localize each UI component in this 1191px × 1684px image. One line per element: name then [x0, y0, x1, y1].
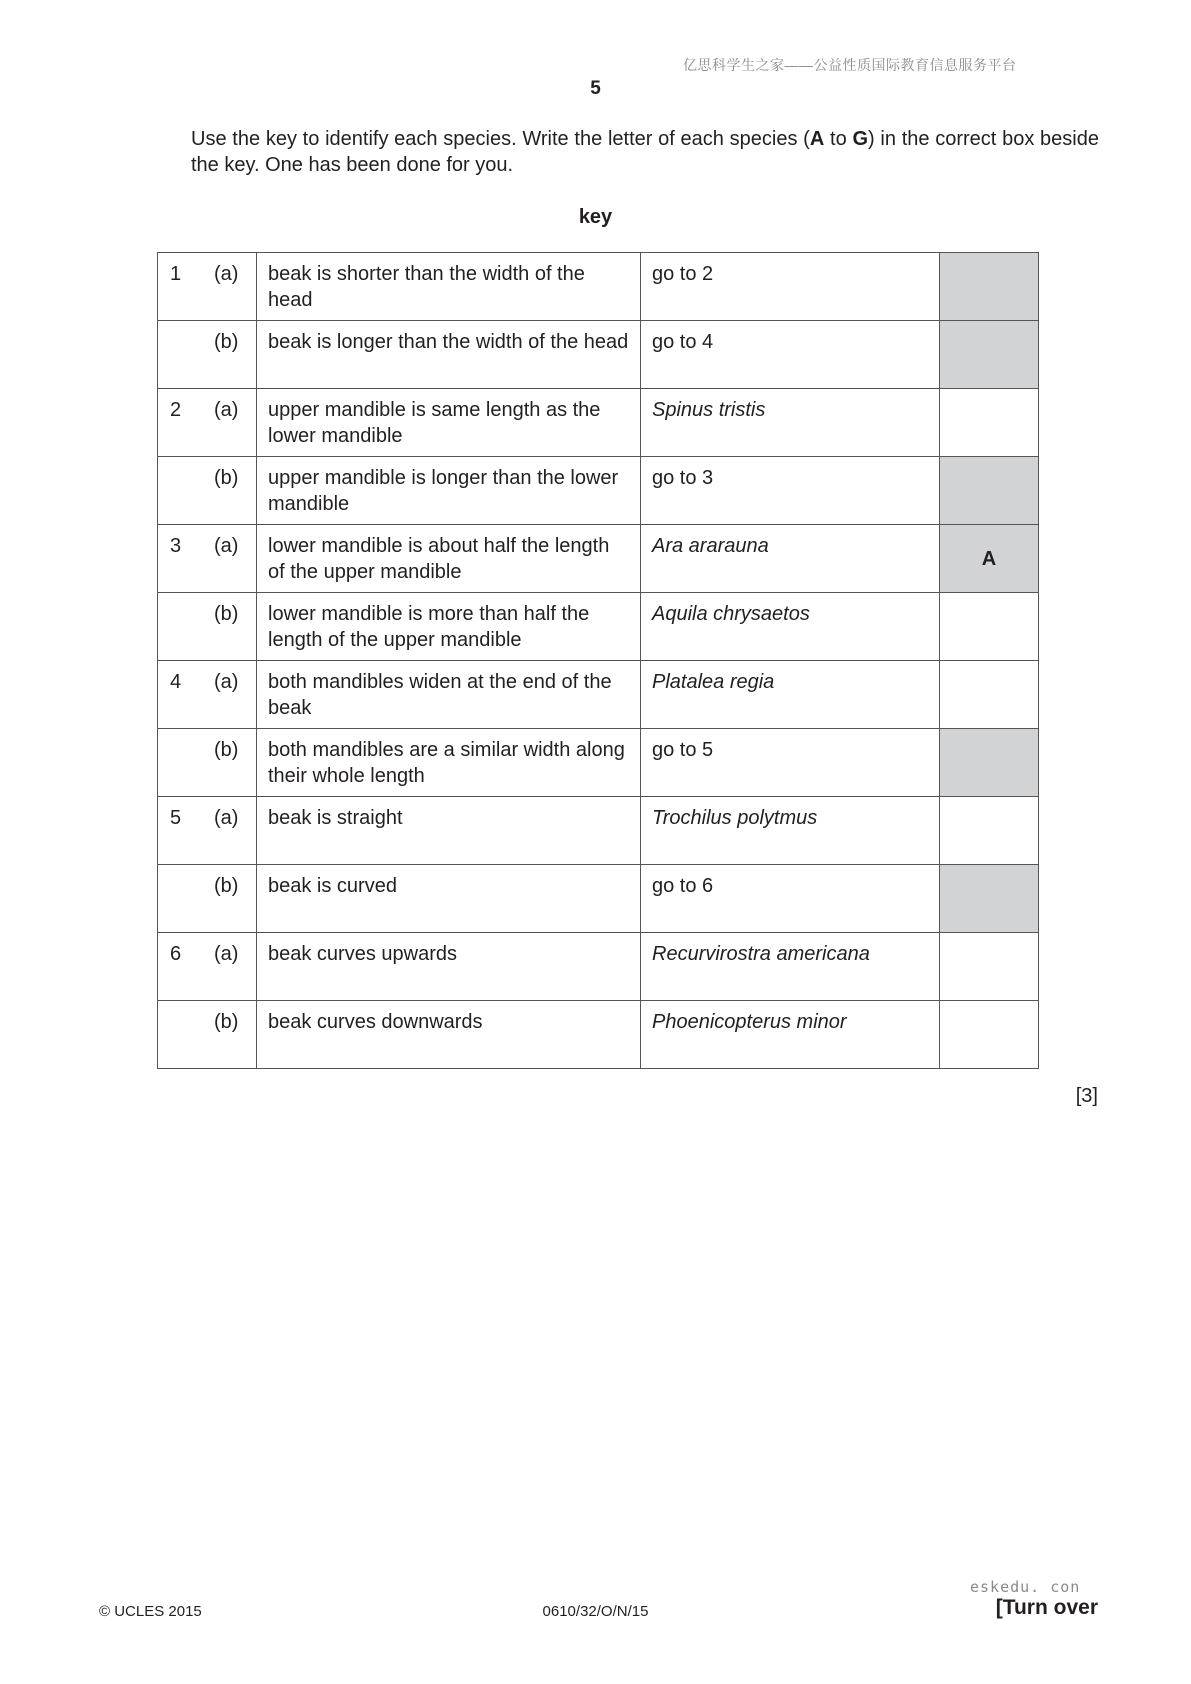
key-row — [158, 253, 1039, 321]
key-step-number: 1 — [170, 263, 182, 285]
key-step-part: (b) — [214, 331, 239, 353]
instruction-part3: ) in the correct box beside the key. One has been done for you. — [191, 128, 1099, 176]
instruction-part1: Use the key to identify each species. Write the letter of each species ( — [191, 128, 810, 150]
key-go-to: go to 5 — [641, 729, 940, 797]
key-step-part: (a) — [214, 263, 239, 285]
key-step-cell — [158, 389, 257, 457]
answer-box-shaded — [940, 729, 1039, 797]
key-step-cell — [158, 865, 257, 933]
key-row — [158, 1001, 1039, 1069]
key-step-part: (a) — [214, 807, 239, 829]
key-go-to: go to 6 — [641, 865, 940, 933]
key-step-cell — [158, 729, 257, 797]
key-step-number: 6 — [170, 943, 182, 965]
key-row — [158, 321, 1039, 389]
key-row — [158, 593, 1039, 661]
key-title: key — [578, 206, 613, 228]
key-step-cell — [158, 1001, 257, 1069]
key-step-number: 2 — [170, 399, 182, 421]
instruction-letter-from: A — [809, 128, 825, 150]
key-go-to: go to 2 — [641, 253, 940, 321]
answer-box[interactable] — [940, 797, 1039, 865]
turn-over: [Turn over — [995, 1596, 1098, 1619]
marks-allocation: [3] — [1075, 1085, 1098, 1107]
key-step-part: (b) — [214, 875, 239, 897]
key-step-cell — [158, 253, 257, 321]
key-description: beak is longer than the width of the head — [257, 321, 641, 389]
key-description: lower mandible is about half the length of the upper mandible — [257, 525, 641, 593]
key-description: both mandibles widen at the end of the beak — [257, 661, 641, 729]
answer-box[interactable] — [940, 661, 1039, 729]
answer-box[interactable] — [940, 933, 1039, 1001]
key-step-cell — [158, 525, 257, 593]
key-species-name: Spinus tristis — [641, 389, 940, 457]
key-species-name: Platalea regia — [641, 661, 940, 729]
key-row — [158, 865, 1039, 933]
key-row — [158, 797, 1039, 865]
key-step-part: (b) — [214, 1011, 239, 1033]
key-step-part: (a) — [214, 399, 239, 421]
key-step-part: (a) — [214, 943, 239, 965]
footer-watermark: eskedu. con — [970, 1578, 1081, 1596]
key-species-name: Phoenicopterus minor — [641, 1001, 940, 1069]
key-description: both mandibles are a similar width along their whole length — [257, 729, 641, 797]
copyright: © UCLES 2015 — [99, 1603, 202, 1620]
key-step-number: 3 — [170, 535, 182, 557]
instruction-text — [191, 126, 1099, 178]
paper-code: 0610/32/O/N/15 — [542, 1603, 649, 1620]
key-step-cell — [158, 593, 257, 661]
page-number: 5 — [590, 78, 601, 99]
key-step-part: (b) — [214, 603, 239, 625]
instruction-letter-to: G — [852, 128, 869, 150]
key-row — [158, 525, 1039, 593]
key-row — [158, 729, 1039, 797]
key-step-cell — [158, 661, 257, 729]
answer-box-shaded — [940, 321, 1039, 389]
key-description: beak curves upwards — [257, 933, 641, 1001]
key-description: upper mandible is longer than the lower mandible — [257, 457, 641, 525]
key-species-name: Ara ararauna — [641, 525, 940, 593]
key-species-name: Trochilus polytmus — [641, 797, 940, 865]
dichotomous-key-table — [157, 252, 1039, 1069]
key-description: beak is shorter than the width of the head — [257, 253, 641, 321]
key-row — [158, 389, 1039, 457]
answer-box[interactable] — [940, 389, 1039, 457]
key-row — [158, 661, 1039, 729]
key-description: beak is straight — [257, 797, 641, 865]
header-watermark: 亿思科学生之家——公益性质国际教育信息服务平台 — [683, 57, 1017, 73]
key-step-part: (b) — [214, 739, 239, 761]
instruction-part2: to — [824, 128, 853, 150]
key-description: beak curves downwards — [257, 1001, 641, 1069]
key-step-part: (b) — [214, 467, 239, 489]
answer-box[interactable] — [940, 1001, 1039, 1069]
key-step-cell — [158, 797, 257, 865]
answer-box[interactable] — [940, 593, 1039, 661]
key-step-number: 4 — [170, 671, 182, 693]
key-species-name: Recurvirostra americana — [641, 933, 940, 1001]
answer-box-shaded[interactable]: A — [940, 525, 1039, 593]
answer-box-shaded — [940, 457, 1039, 525]
key-go-to: go to 4 — [641, 321, 940, 389]
answer-box-shaded — [940, 253, 1039, 321]
key-step-number: 5 — [170, 807, 182, 829]
key-row — [158, 933, 1039, 1001]
answer-box-shaded — [940, 865, 1039, 933]
key-description: beak is curved — [257, 865, 641, 933]
key-description: upper mandible is same length as the lower mandible — [257, 389, 641, 457]
key-step-cell — [158, 321, 257, 389]
key-row — [158, 457, 1039, 525]
key-species-name: Aquila chrysaetos — [641, 593, 940, 661]
key-step-cell — [158, 933, 257, 1001]
key-go-to: go to 3 — [641, 457, 940, 525]
key-step-part: (a) — [214, 535, 239, 557]
key-step-part: (a) — [214, 671, 239, 693]
key-step-cell — [158, 457, 257, 525]
key-description: lower mandible is more than half the length of the upper mandible — [257, 593, 641, 661]
